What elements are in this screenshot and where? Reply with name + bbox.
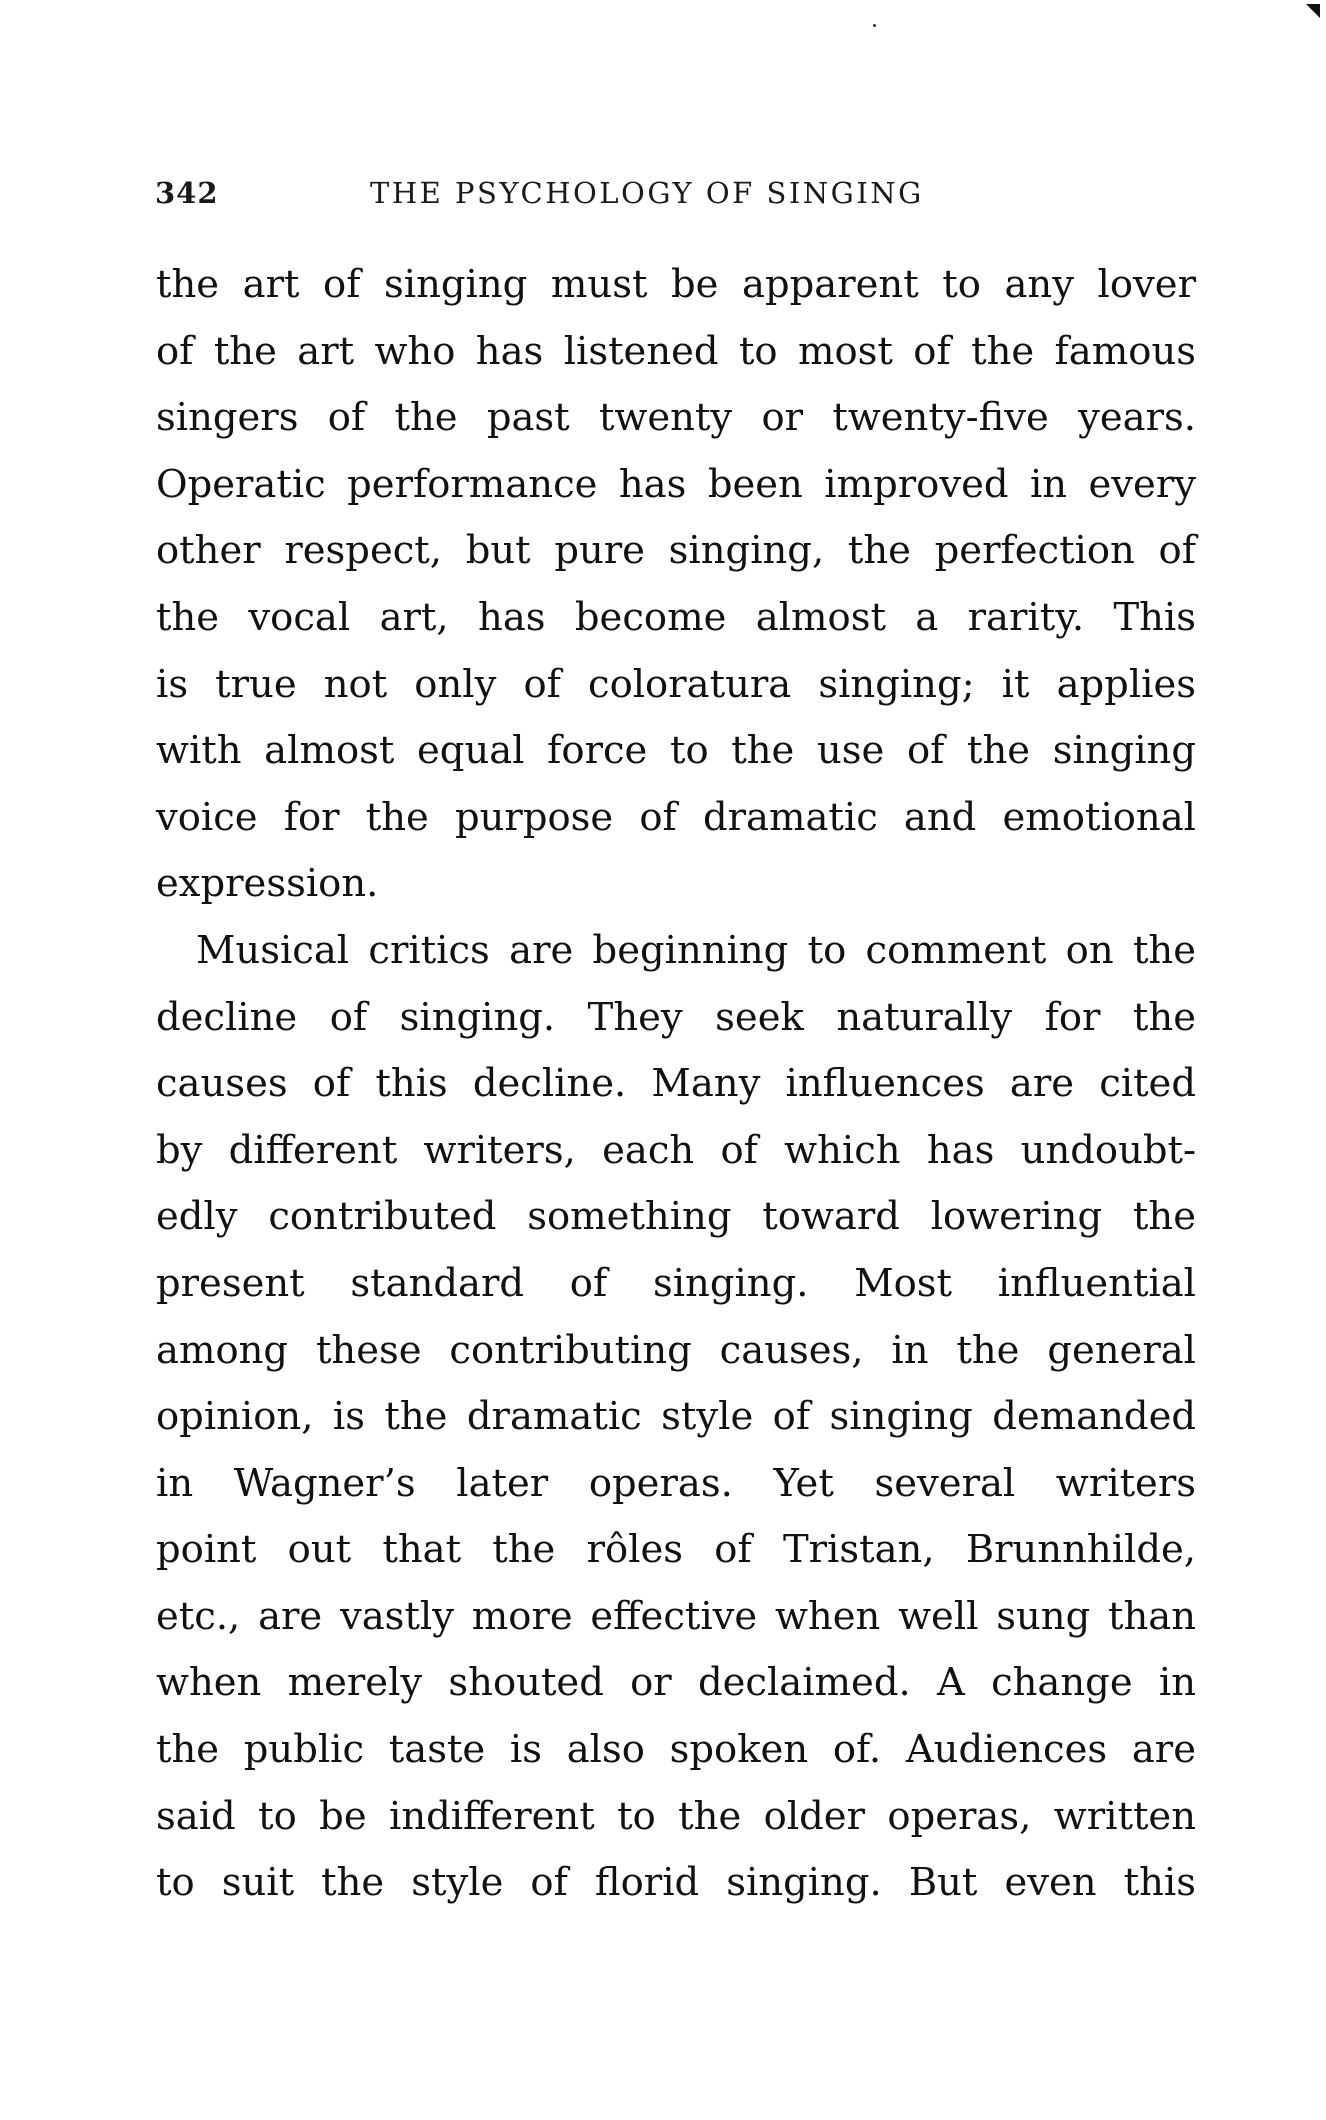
text-line: of the art who has listened to most of the famous — [156, 328, 1196, 374]
text-line: singers of the past twenty or twenty-five years. — [156, 395, 1196, 441]
text-line: to suit the style of florid singing. But even this — [156, 1860, 1196, 1906]
text-line: expression. — [156, 861, 379, 907]
paragraph-2 — [156, 918, 1196, 1917]
text-line: other respect, but pure singing, the perfection of — [156, 528, 1196, 574]
text-line: with almost equal force to the use of the singing — [156, 728, 1196, 774]
text-line: said to be indifferent to the older operas, written — [156, 1793, 1196, 1839]
text-line: when merely shouted or declaimed. A change in — [156, 1660, 1196, 1706]
text-line: etc., are vastly more effective when well sung than — [156, 1593, 1196, 1639]
text-line: Musical critics are beginning to comment on the — [196, 927, 1196, 973]
text-line: opinion, is the dramatic style of singing demanded — [156, 1394, 1196, 1440]
body-text — [156, 252, 1196, 1917]
running-head: THE PSYCHOLOGY OF SINGING — [370, 176, 924, 210]
text-line: Operatic performance has been improved in every — [156, 461, 1196, 507]
text-line: the art of singing must be apparent to any lover — [156, 262, 1196, 307]
text-line: among these contributing causes, in the general — [156, 1327, 1196, 1373]
text-line: causes of this decline. Many influences are cited — [156, 1061, 1196, 1107]
text-line: edly contributed something toward lowering the — [156, 1194, 1196, 1240]
text-line: the vocal art, has become almost a rarity. This — [156, 594, 1196, 640]
paragraph-1 — [156, 252, 1196, 918]
text-line: point out that the rôles of Tristan, Brunnhilde, — [156, 1527, 1196, 1573]
page-number: 342 — [155, 176, 219, 210]
text-line: present standard of singing. Most influential — [156, 1260, 1196, 1306]
text-line: in Wagner’s later operas. Yet several writers — [156, 1460, 1196, 1506]
corner-mark-icon — [1306, 4, 1320, 18]
text-line: the public taste is also spoken of. Audiences are — [156, 1727, 1196, 1773]
page-header — [155, 176, 1195, 216]
text-line: voice for the purpose of dramatic and emotional — [156, 794, 1196, 840]
text-line: by different writers, each of which has undoubt- — [156, 1127, 1196, 1173]
print-speck — [873, 24, 876, 27]
text-line: decline of singing. They seek naturally for the — [156, 994, 1196, 1040]
text-line: is true not only of coloratura singing; it applies — [156, 661, 1196, 707]
